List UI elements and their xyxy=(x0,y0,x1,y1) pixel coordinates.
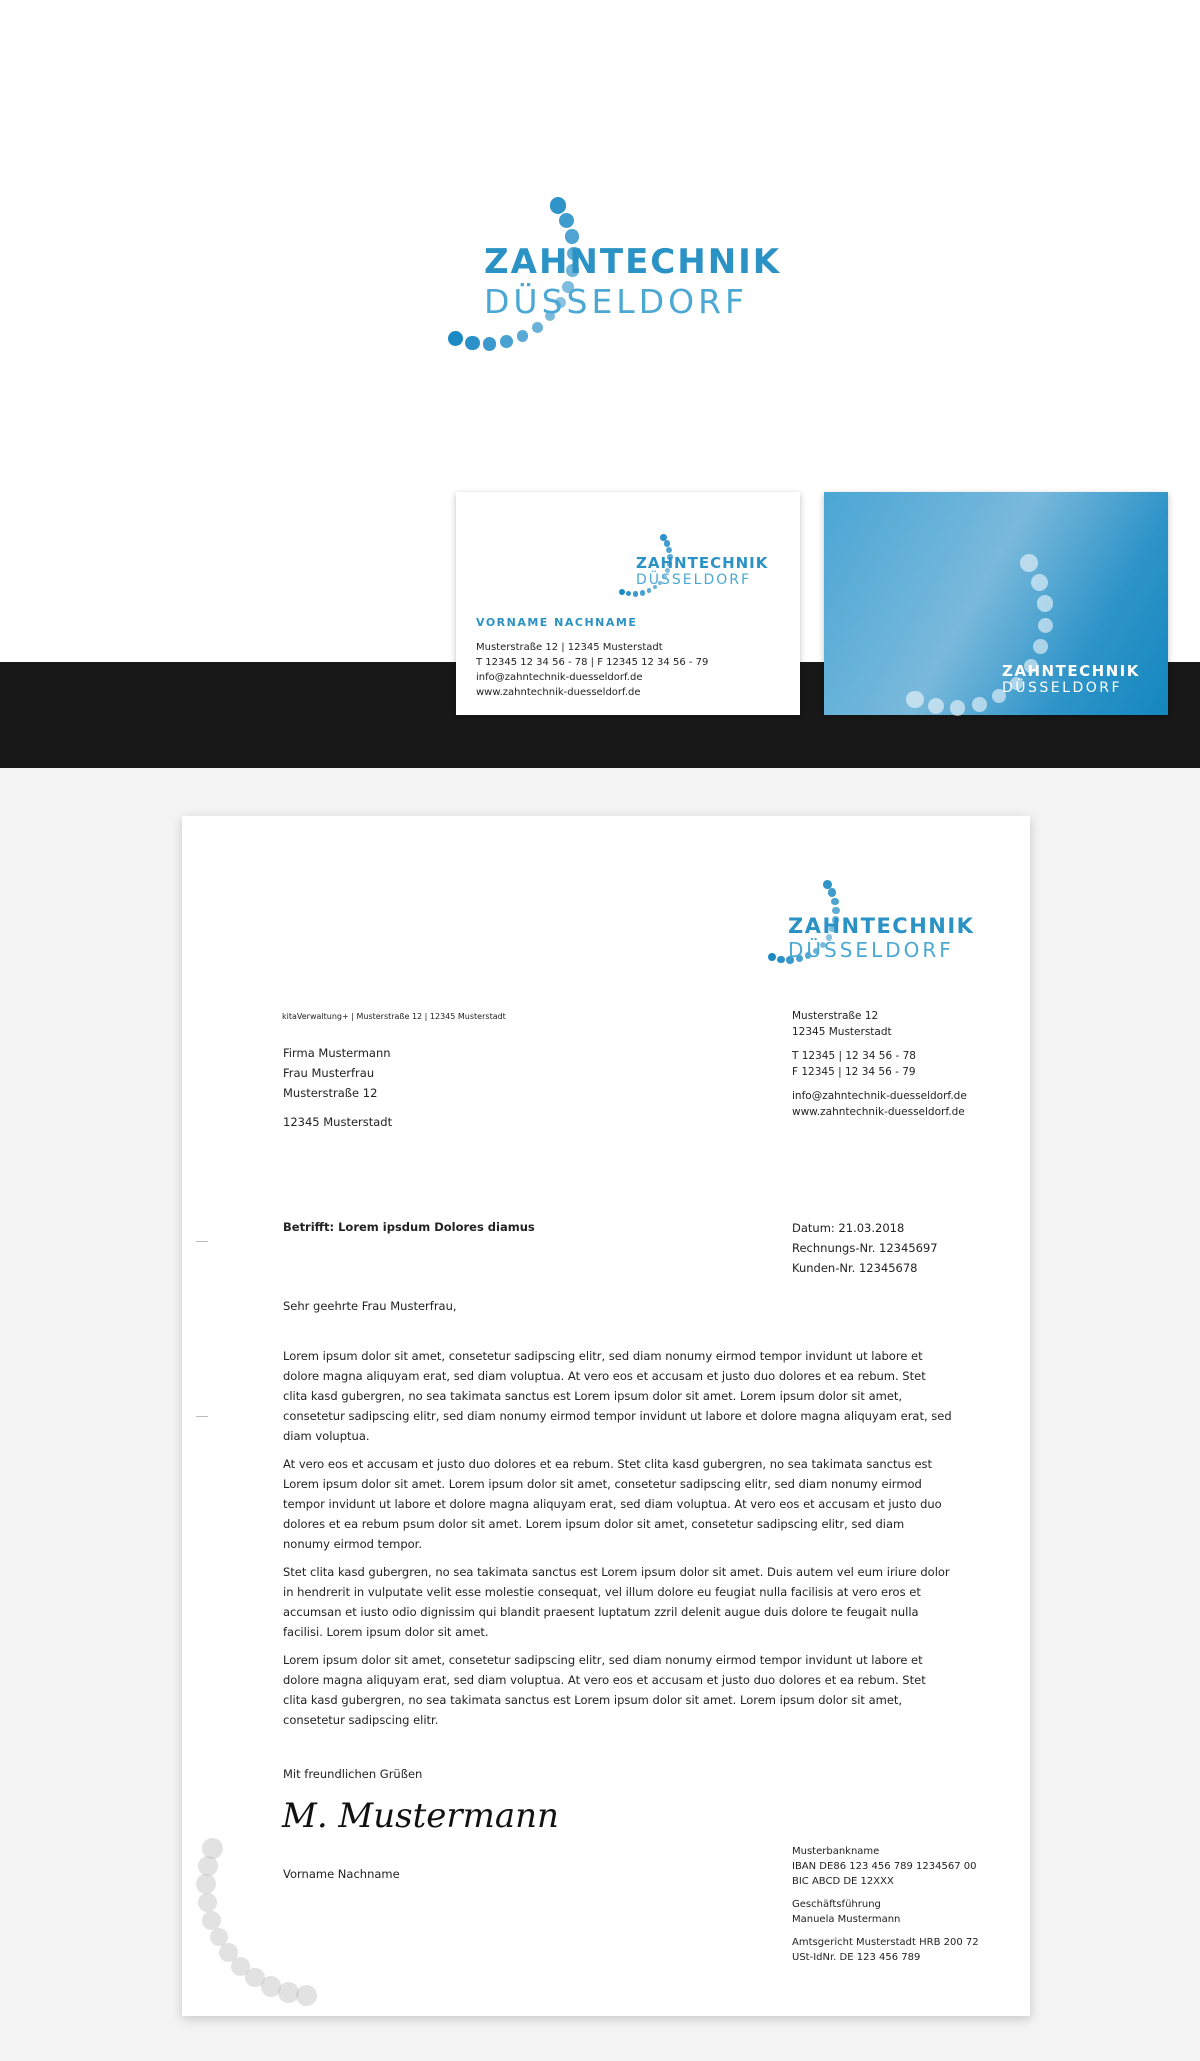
logo-dot xyxy=(660,534,667,541)
logo-dot xyxy=(483,337,496,350)
recipient-city: 12345 Musterstadt xyxy=(283,1115,393,1129)
card-web: www.zahntechnik-duesseldorf.de xyxy=(476,687,641,698)
logo-dot xyxy=(619,589,625,595)
business-card-front xyxy=(456,492,800,715)
contact-street: Musterstraße 12 xyxy=(792,1010,879,1022)
card-back-logo-line1: ZAHNTECHNIK xyxy=(1002,662,1140,680)
bank-iban: IBAN DE86 123 456 789 1234567 00 xyxy=(792,1861,977,1872)
logo-dot xyxy=(202,1911,221,1930)
letter-logo-line2: DÜSSELDORF xyxy=(788,938,954,962)
contact-city: 12345 Musterstadt xyxy=(792,1026,892,1038)
card-logo-line1: ZAHNTECHNIK xyxy=(636,554,769,572)
register-vat: USt-IdNr. DE 123 456 789 xyxy=(792,1952,921,1963)
fold-mark xyxy=(196,1416,208,1417)
subject-line: Betrifft: Lorem ipsdum Dolores diamus xyxy=(283,1220,535,1234)
logo-dot xyxy=(1033,639,1048,654)
signature: M. Mustermann xyxy=(282,1796,559,1836)
logo-dot xyxy=(517,330,529,342)
closing: Mit freundlichen Grüßen xyxy=(283,1767,423,1781)
logo-dot xyxy=(928,698,944,714)
contact-block xyxy=(792,1008,967,1120)
hero-logo-line2: DÜSSELDORF xyxy=(484,282,748,321)
card-person-name: VORNAME NACHNAME xyxy=(476,616,638,629)
salutation: Sehr geehrte Frau Musterfrau, xyxy=(283,1299,457,1313)
body-paragraph: Lorem ipsum dolor sit amet, consetetur sadipscing elitr, sed diam nonumy eirmod tempor invidunt ut labore et dolore magna aliquyam erat, sed diam voluptua. At vero eos et accusam et justo duo dolores et ea rebum. Stet clita kasd gubergren, no sea takimata sanctus est Lorem ipsum dolor sit amet. Lorem ipsum dolor sit amet, consetetur sadipscing elitr, sed diam nonumy eirmod tempor invidunt ut labore et dolore magna aliquyam erat, sed diam voluptua. xyxy=(283,1349,952,1443)
logo-dot xyxy=(1031,574,1048,591)
logo-dot xyxy=(465,336,479,350)
logo-dot xyxy=(296,1985,318,2007)
logo-dot xyxy=(1020,554,1038,572)
logo-dot xyxy=(1038,618,1054,634)
management-label: Geschäftsführung xyxy=(792,1899,881,1910)
letter-body xyxy=(283,1346,953,1738)
logo-dot xyxy=(640,590,645,595)
contact-phone: T 12345 | 12 34 56 - 78 xyxy=(792,1050,916,1062)
logo-dot xyxy=(647,588,652,593)
logo-dot xyxy=(633,591,638,596)
logo-dot xyxy=(198,1893,217,1912)
sender-line: kitaVerwaltung+ | Musterstraße 12 | 12345 Musterstadt xyxy=(282,1012,506,1021)
logo-dot xyxy=(198,1856,218,1876)
card-back-logo-line2: DÜSSELDORF xyxy=(1002,680,1123,696)
signer-name: Vorname Nachname xyxy=(283,1867,400,1881)
recipient-line: Musterstraße 12 xyxy=(283,1086,378,1100)
contact-email: info@zahntechnik-duesseldorf.de xyxy=(792,1090,967,1102)
fold-mark xyxy=(196,1241,208,1242)
bank-name: Musterbankname xyxy=(792,1846,880,1857)
card-email: info@zahntechnik-duesseldorf.de xyxy=(476,672,643,683)
logo-dot xyxy=(828,888,836,896)
logo-dot xyxy=(550,197,566,213)
logo-dot xyxy=(626,591,632,597)
card-address: Musterstraße 12 | 12345 Musterstadt xyxy=(476,642,663,653)
recipient-line: Frau Musterfrau xyxy=(283,1066,375,1080)
letterhead-page xyxy=(182,816,1030,2016)
logo-dot xyxy=(196,1874,216,1894)
body-paragraph: At vero eos et accusam et justo duo dolores et ea rebum. Stet clita kasd gubergren, no sea takimata sanctus est Lorem ipsum dolor sit amet. Lorem ipsum dolor sit amet, consetetur sadipscing elitr, sed diam nonumy eirmod tempor invidunt ut labore et dolore magna aliquyam erat, sed diam voluptua. At vero eos et accusam et justo duo dolores et ea rebum psum dolor sit amet. Lorem ipsum dolor sit amet, consetetur sadipscing elitr, sed diam nonumy eirmod tempor. xyxy=(283,1457,942,1551)
body-paragraph: Lorem ipsum dolor sit amet, consetetur sadipscing elitr, sed diam nonumy eirmod tempor invidunt ut labore et dolore magna aliquyam erat, sed diam voluptua. At vero eos et accusam et justo duo dolores et ea rebum. Stet clita kasd gubergren, no sea takimata sanctus est Lorem ipsum dolor sit amet. Lorem ipsum dolor sit amet, consetetur sadipscing elitr. xyxy=(283,1653,926,1727)
bank-bic: BIC ABCD DE 12XXX xyxy=(792,1876,894,1887)
card-phone-fax: T 12345 12 34 56 - 78 | F 12345 12 34 56 - 79 xyxy=(476,657,709,668)
contact-fax: F 12345 | 12 34 56 - 79 xyxy=(792,1066,916,1078)
letter-logo-line1: ZAHNTECHNIK xyxy=(788,914,975,938)
logo-dot xyxy=(500,335,512,347)
logo-dot xyxy=(448,331,463,346)
meta-date: Datum: 21.03.2018 xyxy=(792,1221,905,1235)
logo-dot xyxy=(768,953,776,961)
logo-dot xyxy=(777,956,785,964)
logo-dot xyxy=(666,547,672,553)
contact-web: www.zahntechnik-duesseldorf.de xyxy=(792,1106,965,1118)
body-paragraph: Stet clita kasd gubergren, no sea takimata sanctus est Lorem ipsum dolor sit amet. Duis autem vel eum iriure dolor in hendrerit in vulputate velit esse molestie consequat, vel illum dolore eu feugiat nulla facilisis at vero eros et accumsan et iusto odio dignissim qui blandit praesent luptatum zzril delenit augue duis dolore te feugait nulla facilisi. Lorem ipsum dolor sit amet. xyxy=(283,1565,950,1639)
logo-dot xyxy=(972,697,987,712)
logo-dot xyxy=(823,880,832,889)
management-name: Manuela Mustermann xyxy=(792,1914,901,1925)
footer-info xyxy=(792,1844,979,1965)
logo-dot xyxy=(831,898,839,906)
recipient-line: Firma Mustermann xyxy=(283,1046,391,1060)
business-card-back xyxy=(824,492,1168,715)
meta-block xyxy=(792,1218,938,1278)
logo-dot xyxy=(906,691,923,708)
logo-dot xyxy=(559,213,574,228)
hero-logo xyxy=(388,156,828,336)
register-court: Amtsgericht Musterstadt HRB 200 72 xyxy=(792,1937,979,1948)
logo-dot xyxy=(950,700,966,716)
meta-customer: Kunden-Nr. 12345678 xyxy=(792,1261,918,1275)
card-logo-line2: DÜSSELDORF xyxy=(636,572,752,588)
logo-dot xyxy=(1037,595,1054,612)
logo-dot xyxy=(664,540,670,546)
meta-invoice: Rechnungs-Nr. 12345697 xyxy=(792,1241,938,1255)
hero-logo-line1: ZAHNTECHNIK xyxy=(484,242,782,282)
logo-dot xyxy=(532,322,543,333)
